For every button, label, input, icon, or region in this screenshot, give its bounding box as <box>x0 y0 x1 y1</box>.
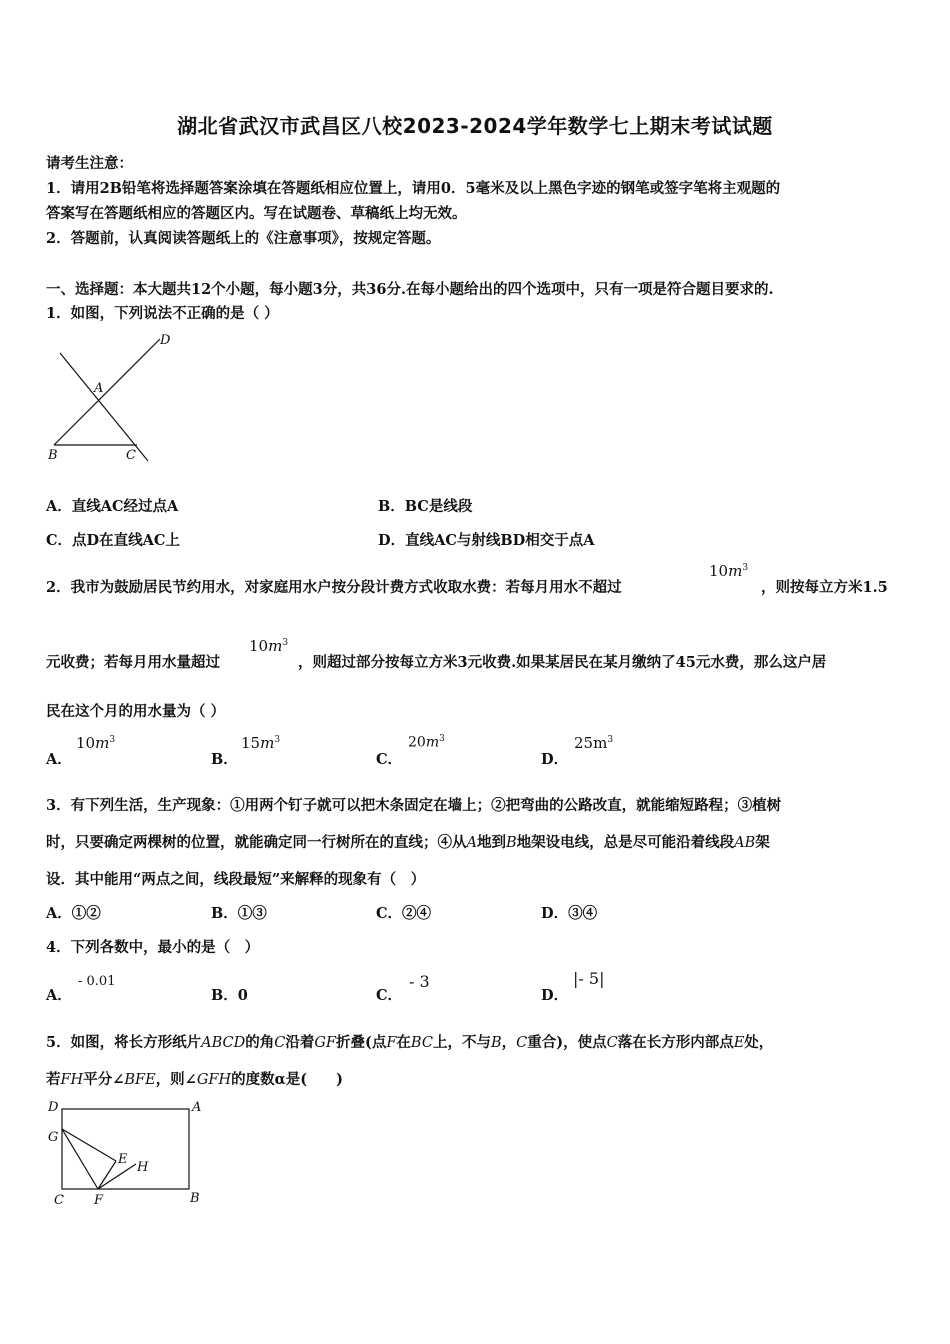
q2-option-b[interactable]: B． <box>211 751 238 768</box>
q2-option-c-value: $20m^3$ <box>408 734 445 751</box>
q2-option-d-value: $25m^3$ <box>574 734 614 752</box>
q5-line-fe <box>98 1161 116 1189</box>
q2-line-3: 民在这个月的用水量为（ ） <box>46 703 226 720</box>
page-title: 湖北省武汉市武昌区八校2023-2024学年数学七上期末考试试题 <box>177 114 773 138</box>
q1-figure <box>40 328 190 468</box>
q1-label-a: A <box>94 381 104 396</box>
q5-label-g: G <box>48 1130 59 1145</box>
q4-option-d[interactable]: D． <box>541 987 569 1004</box>
q1-option-c[interactable]: C．点D在直线AC上 <box>46 532 180 549</box>
q2-line-2a: 元收费；若每月用水量超过 <box>46 654 220 671</box>
q3-option-a[interactable]: A．①② <box>46 905 101 922</box>
q5-label-e: E <box>118 1152 128 1167</box>
q4-option-d-value: |- 5| <box>573 969 605 988</box>
q4-option-b[interactable]: B．0 <box>211 987 248 1004</box>
q4-option-a-value: - 0.01 <box>78 974 116 989</box>
notice-item-1a: 1．请用2B铅笔将选择题答案涂填在答题纸相应位置上，请用0．5毫米及以上黑色字迹的钢笔或签字笔将主观题的 <box>46 180 781 197</box>
q2-math-2: $10m^3$ <box>249 637 289 655</box>
q3-line-2: 时，只要确定两棵树的位置，就能确定同一行树所在的直线；④从A地到B地架设电线，总是尽可能沿着线段AB架 <box>46 834 770 851</box>
notice-item-2: 2．答题前，认真阅读答题纸上的《注意事项》，按规定答题。 <box>46 230 441 247</box>
q5-line-ge <box>62 1129 116 1161</box>
q5-line-1: 5．如图，将长方形纸片ABCD的角C沿着GF折叠(点F在BC上，不与B，C重合)，使点C落在长方形内部点E处， <box>46 1034 774 1051</box>
section-heading: 一、选择题：本大题共12个小题，每小题3分，共36分.在每小题给出的四个选项中，只有一项是符合题目要求的. <box>46 281 774 298</box>
q5-label-d: D <box>48 1100 59 1115</box>
q5-line-fh <box>98 1164 136 1189</box>
q5-label-h: H <box>137 1160 149 1175</box>
q2-line-1b: ，则按每立方米1.5 <box>761 579 888 596</box>
q2-math-1: $10m^3$ <box>709 562 749 580</box>
q2-option-d[interactable]: D． <box>541 751 569 768</box>
notice-item-1b: 答案写在答题纸相应的答题区内。写在试题卷、草稿纸上均无效。 <box>46 205 467 222</box>
q2-option-a[interactable]: A． <box>46 751 72 768</box>
q2-option-a-value: $10m^3$ <box>76 734 116 752</box>
q1-option-a[interactable]: A．直线AC经过点A <box>46 498 179 515</box>
q5-rectangle <box>62 1109 189 1189</box>
q3-line-3: 设．其中能用“两点之间，线段最短”来解释的现象有（ ） <box>46 871 426 888</box>
q4-option-c[interactable]: C． <box>376 987 403 1004</box>
q3-line-1: 3．有下列生活，生产现象：①用两个钉子就可以把木条固定在墙上；②把弯曲的公路改直，就能缩短路程；③植树 <box>46 797 782 814</box>
q3-option-b[interactable]: B．①③ <box>211 905 267 922</box>
q4-option-c-value: - 3 <box>409 972 430 991</box>
q5-label-c: C <box>54 1193 64 1208</box>
q1-label-c: C <box>126 448 136 463</box>
q1-label-b: B <box>48 448 58 463</box>
q1-stem: 1．如图，下列说法不正确的是（ ） <box>46 305 279 322</box>
q5-label-b: B <box>190 1191 200 1206</box>
q3-option-d[interactable]: D．③④ <box>541 905 598 922</box>
q2-line-1a: 2．我市为鼓励居民节约用水，对家庭用水户按分段计费方式收取水费：若每月用水不超过 <box>46 579 622 596</box>
q5-label-a: A <box>192 1100 202 1115</box>
q4-option-a[interactable]: A． <box>46 987 72 1004</box>
q2-line-2b: ，则超过部分按每立方米3元收费.如果某居民在某月缴纳了45元水费，那么这户居 <box>298 654 827 671</box>
q1-option-b[interactable]: B．BC是线段 <box>378 498 473 515</box>
q1-line-bd <box>54 339 160 445</box>
q5-label-f: F <box>94 1193 104 1208</box>
q1-label-d: D <box>160 333 171 348</box>
q3-option-c[interactable]: C．②④ <box>376 905 432 922</box>
q4-stem: 4．下列各数中，最小的是（ ） <box>46 939 260 956</box>
q5-line-gf <box>62 1129 98 1189</box>
q5-line-2: 若FH平分∠BFE，则∠GFH的度数α是( ) <box>46 1071 344 1088</box>
q2-option-c[interactable]: C． <box>376 751 403 768</box>
q1-option-d[interactable]: D．直线AC与射线BD相交于点A <box>378 532 595 549</box>
notice-heading: 请考生注意： <box>46 155 133 172</box>
q5-figure <box>40 1095 220 1215</box>
q2-option-b-value: $15m^3$ <box>241 734 281 752</box>
